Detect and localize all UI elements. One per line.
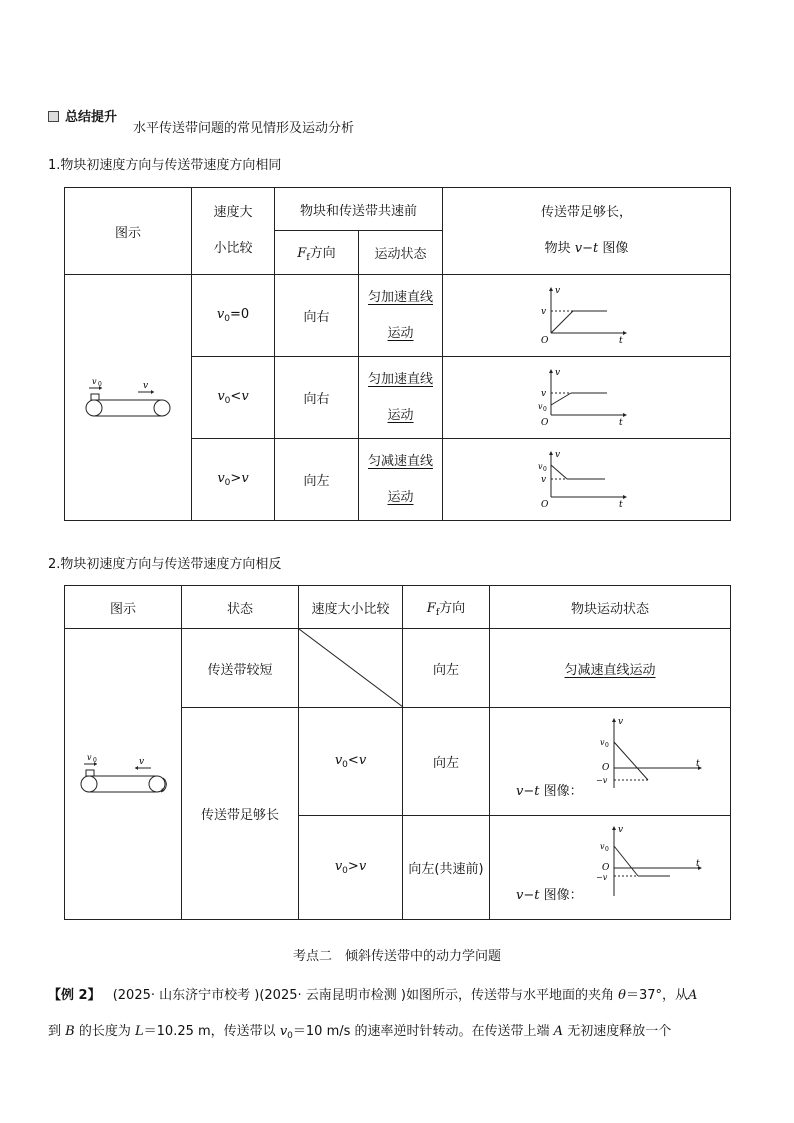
s1-row3-cond	[192, 439, 275, 521]
g3-v0-sub: 0	[542, 465, 547, 473]
s2-g2-label-text: 图像：	[543, 888, 583, 903]
r1-v0: v	[216, 307, 225, 322]
r2-motion-line1: 匀加速直线	[368, 371, 434, 387]
r3-motion-line1: 匀减速直线	[368, 453, 434, 469]
point-a-2: A	[553, 1024, 564, 1039]
length-eq: ＝10.25 m，传送带以	[143, 1024, 276, 1039]
r2-motion-line2: 运动	[387, 407, 414, 423]
s1-speed-compare-line1: 速度大	[213, 205, 253, 220]
s2-g1-label-text: 图像：	[543, 784, 583, 799]
s2-ff-dir-text: 方向	[439, 600, 466, 616]
ex-v0-sub: 0	[287, 1031, 293, 1041]
ff-symbol: F	[297, 246, 307, 261]
s2-c1-text: <	[347, 753, 359, 768]
example-line1	[48, 984, 748, 1003]
example-line2	[48, 1020, 748, 1041]
diag2-v-label: v	[139, 757, 145, 767]
example-tag: 【例 2】	[48, 988, 101, 1003]
s1-header-belt-long	[443, 188, 731, 275]
s1-speed-compare-line2: 小比较	[213, 241, 253, 256]
vt-graph-reverse-less	[596, 712, 712, 790]
s1-row2-dir: 向右	[275, 357, 359, 439]
s2g1-v-axis: v	[618, 717, 624, 727]
r3-v0: v	[217, 471, 225, 486]
vt-graph-accelerate-from-zero	[537, 283, 637, 345]
s2-c2-v: v	[358, 859, 367, 874]
s2g2-t-axis: t	[696, 859, 700, 869]
ff-dir-text: 方向	[309, 246, 336, 261]
s2-c1-v0: v	[334, 753, 343, 768]
s1-row3-motion	[359, 439, 443, 521]
s2-long-state: 传送带足够长	[182, 708, 299, 920]
diag2-v0-sub: 0	[93, 757, 97, 764]
s2-header-speed-compare: 速度大小比较	[299, 586, 403, 629]
s2-header-motion-state: 物块运动状态	[490, 586, 731, 629]
s2-graph1-label	[516, 780, 583, 799]
g3-v0-tick: v	[537, 461, 543, 471]
s1-row1-cond	[192, 275, 275, 357]
r1-motion-line2: 运动	[387, 325, 414, 341]
s2-short-state: 传送带较短	[182, 629, 299, 708]
section2-table	[64, 585, 731, 920]
s1-row1-graph	[443, 275, 731, 357]
summary-subtitle: 水平传送带问题的常见情形及运动分析	[133, 121, 355, 136]
s2-graph2-label	[516, 884, 583, 903]
g2-v-axis: v	[554, 367, 560, 378]
r3-v0-sub: 0	[224, 478, 231, 488]
s2g1-origin: O	[602, 763, 610, 773]
s2-c1-v0-sub: 0	[342, 760, 348, 770]
s2-g1-vt: v−t	[516, 784, 540, 799]
s2g1-v0-tick: v	[600, 738, 605, 747]
s2-c2-v0-sub: 0	[342, 866, 348, 876]
s1-header-speed-compare	[192, 188, 275, 275]
r1-cond-text: =0	[229, 307, 250, 322]
s1-belt-long-line2: 物块	[544, 241, 571, 256]
summary-heading	[48, 106, 117, 125]
s2-diagram-cell	[65, 629, 182, 920]
s1-row1-dir: 向右	[275, 275, 359, 357]
s2-ff-symbol: F	[426, 600, 436, 616]
point-b: B	[65, 1024, 75, 1039]
ff-subscript: f	[306, 253, 310, 263]
s2-short-motion-text: 匀减速直线运动	[564, 662, 656, 678]
s2-header-ff-dir	[403, 586, 490, 629]
s2-long-graph1	[490, 708, 731, 816]
s1-belt-long-line1: 传送带足够长，	[541, 205, 633, 220]
diag1-v0-sub: 0	[98, 380, 102, 388]
s2-ff-subscript: f	[435, 607, 440, 618]
belt-diagram-opposite-direction	[73, 742, 173, 802]
belt-diagram-same-direction	[78, 366, 178, 426]
s1-row2-motion	[359, 357, 443, 439]
s2g2-v0-tick: v	[600, 842, 605, 851]
s2g1-v0-sub: 0	[605, 742, 609, 749]
line2-end: 无初速度释放一个	[567, 1024, 672, 1039]
diag1-v-label: v	[143, 380, 149, 391]
line2-to: 到	[48, 1024, 62, 1039]
g2-t-axis: t	[618, 417, 623, 428]
section1-title: 1.物块初速度方向与传送带速度方向相同	[48, 158, 282, 173]
vt-graph-decelerate-to-v	[537, 447, 637, 509]
diag1-v0-label: v	[92, 376, 97, 386]
diagonal-slash-icon	[299, 629, 403, 707]
vt-graph-reverse-greater	[596, 820, 712, 898]
g2-origin: O	[540, 417, 548, 428]
s2-short-motion	[490, 629, 731, 708]
s2g2-v-axis: v	[618, 825, 624, 835]
g3-t-axis: t	[618, 499, 623, 510]
s2-header-diagram: 图示	[65, 586, 182, 629]
s2-c2-v0: v	[334, 859, 343, 874]
section1-table	[64, 187, 731, 521]
s1-diagram-cell	[65, 275, 192, 521]
s2-short-diagonal	[299, 629, 403, 708]
g2-v0-tick: v	[537, 401, 543, 411]
r3-motion-line2: 运动	[387, 489, 414, 505]
s2-long-dir2: 向左(共速前)	[403, 816, 490, 920]
r1-v0-sub: 0	[224, 314, 230, 324]
g1-v-tick: v	[540, 306, 546, 317]
g2-v-tick: v	[540, 388, 546, 399]
s2-long-cond2	[299, 816, 403, 920]
v0-eq: ＝10 m/s 的速率逆时针转动。在传送带上端	[292, 1024, 550, 1039]
g1-origin: O	[540, 335, 548, 346]
s1-belt-long-line3: 图像	[602, 241, 629, 256]
s1-row3-dir: 向左	[275, 439, 359, 521]
s1-vt-symbol: v−t	[574, 241, 599, 256]
r2-cond-text: <	[230, 389, 242, 404]
s1-row3-graph	[443, 439, 731, 521]
s2-long-cond1	[299, 708, 403, 816]
theta-symbol: θ	[618, 988, 626, 1003]
theta-eq: ＝37°，从	[625, 988, 688, 1003]
s1-header-ff-dir	[275, 231, 359, 275]
g1-v-axis: v	[554, 285, 560, 296]
r2-v0-sub: 0	[224, 396, 231, 406]
g2-v0-sub: 0	[542, 405, 547, 413]
g3-v-tick: v	[540, 474, 546, 485]
vt-graph-accelerate-from-v0	[537, 365, 637, 427]
g3-v-axis: v	[554, 449, 560, 460]
s2-long-dir1: 向左	[403, 708, 490, 816]
s1-header-motion-state: 运动状态	[359, 231, 443, 275]
s2g2-origin: O	[602, 863, 610, 873]
diag2-v0-label: v	[87, 753, 92, 762]
s2-short-dir: 向左	[403, 629, 490, 708]
length-symbol: L	[135, 1024, 144, 1039]
s2g1-minus-v: −v	[596, 776, 608, 785]
r3-v: v	[241, 471, 249, 486]
s1-header-diagram: 图示	[65, 188, 192, 275]
example-line1-text: 如图所示，传送带与水平地面的夹角	[405, 988, 614, 1003]
summary-square-icon	[48, 111, 59, 122]
s2g2-v0-sub: 0	[605, 846, 609, 853]
line2-length-of: 的长度为	[78, 1024, 131, 1039]
ex-v0: v	[279, 1024, 288, 1039]
kaodian-title: 考点二 倾斜传送带中的动力学问题	[292, 949, 501, 964]
s1-row2-cond	[192, 357, 275, 439]
s1-row2-graph	[443, 357, 731, 439]
s1-row1-motion	[359, 275, 443, 357]
s2g1-t-axis: t	[696, 759, 700, 769]
summary-label: 总结提升	[65, 110, 118, 125]
g3-origin: O	[540, 499, 548, 510]
g1-t-axis: t	[618, 335, 623, 346]
s2-c1-v: v	[358, 753, 367, 768]
r2-v0: v	[217, 389, 225, 404]
s1-header-before-common: 物块和传送带共速前	[275, 188, 443, 231]
r2-v: v	[241, 389, 249, 404]
point-a-1: A	[688, 988, 698, 1003]
r1-motion-line1: 匀加速直线	[368, 289, 434, 305]
r3-cond-text: >	[230, 471, 242, 486]
s2-header-state: 状态	[182, 586, 299, 629]
section2-title: 2.物块初速度方向与传送带速度方向相反	[48, 557, 282, 572]
s2-g2-vt: v−t	[516, 888, 540, 903]
s2-long-graph2	[490, 816, 731, 920]
s2g2-minus-v: −v	[596, 873, 608, 882]
example-sources: (2025· 山东济宁市校考 )(2025· 云南昆明市检测 )	[112, 988, 406, 1003]
s2-c2-text: >	[347, 859, 359, 874]
